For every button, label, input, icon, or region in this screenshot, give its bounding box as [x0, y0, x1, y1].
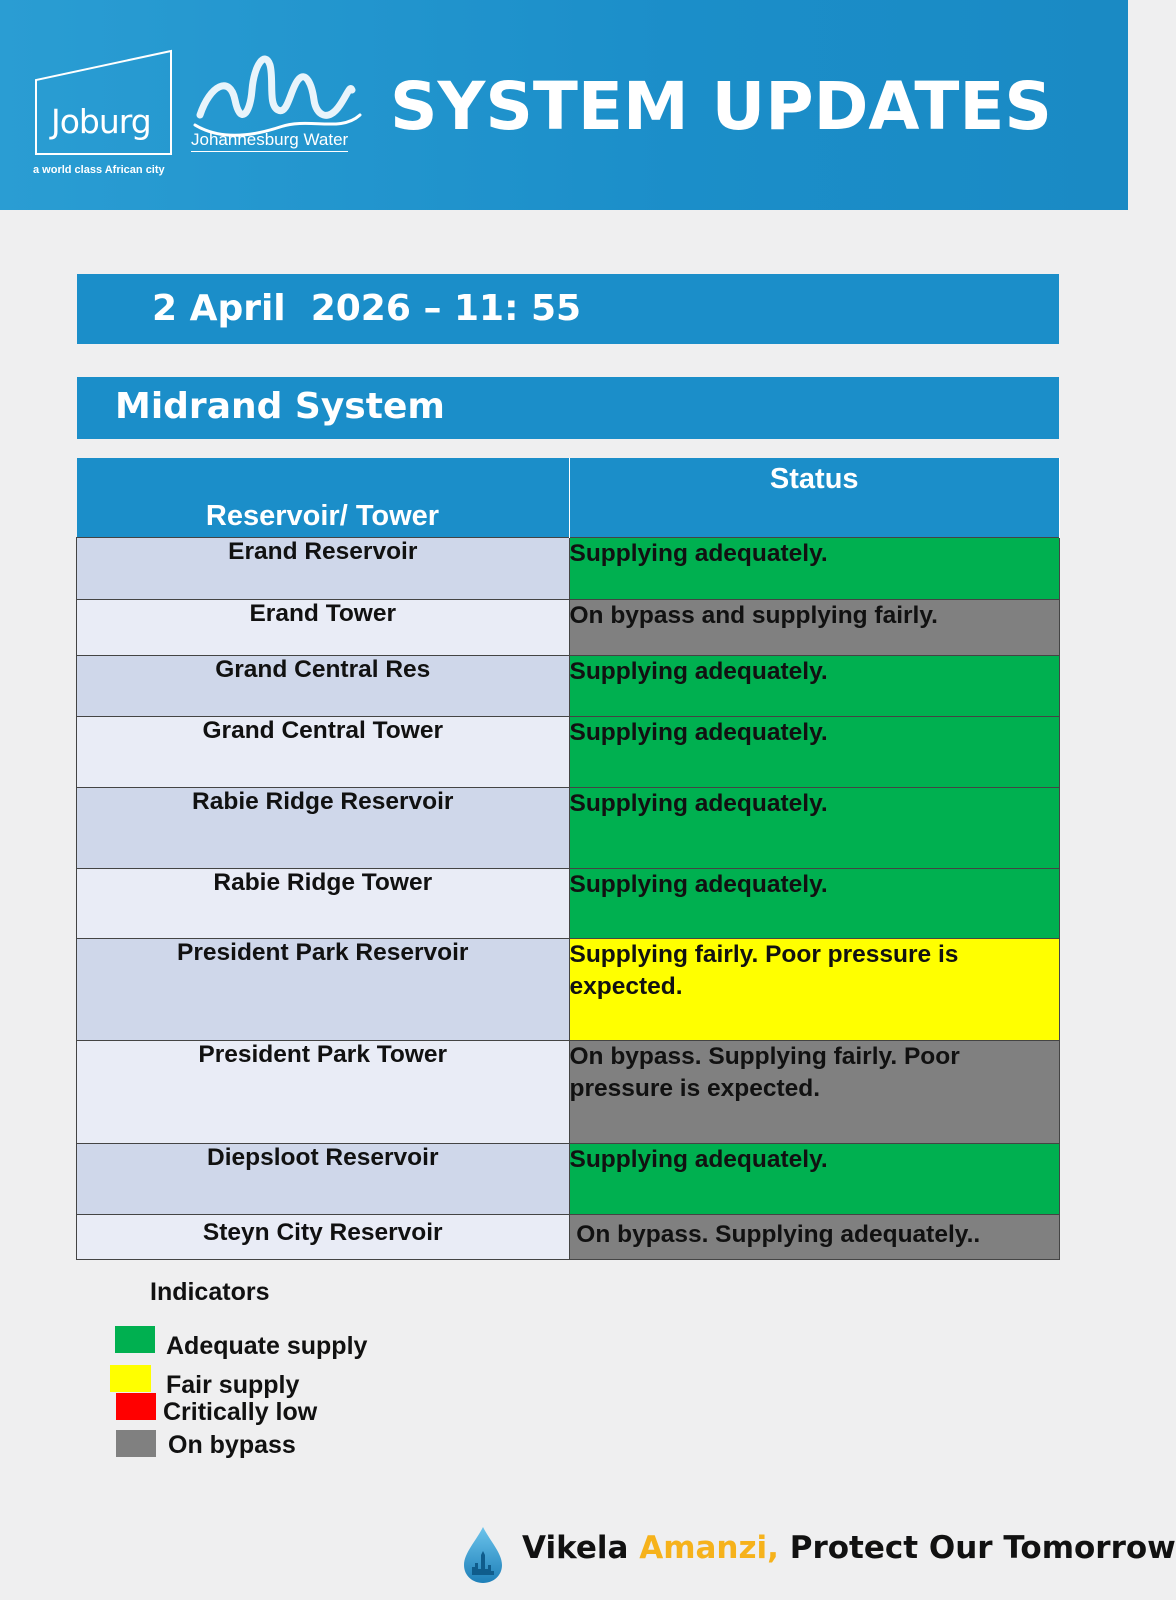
reservoir-name: Grand Central Tower	[77, 717, 570, 788]
status-cell: On bypass and supplying fairly.	[569, 600, 1060, 656]
status-cell: Supplying fairly. Poor pressure is expected.	[569, 939, 1060, 1041]
slogan-part-1: Vikela	[522, 1530, 640, 1566]
table-row	[77, 1144, 1060, 1215]
legend-label-fair: Fair supply	[166, 1371, 300, 1399]
status-cell: Supplying adequately.	[569, 1144, 1060, 1215]
column-header-reservoir	[77, 458, 570, 538]
reservoir-name: President Park Tower	[77, 1041, 570, 1144]
table-row	[77, 656, 1060, 717]
system-bar	[77, 377, 1059, 439]
reservoir-name: Diepsloot Reservoir	[77, 1144, 570, 1215]
status-cell: On bypass. Supplying fairly. Poor pressure is expected.	[569, 1041, 1060, 1144]
table-row	[77, 939, 1060, 1041]
table-header-row	[77, 458, 1060, 538]
status-cell: Supplying adequately.	[569, 538, 1060, 600]
reservoir-name: Rabie Ridge Tower	[77, 869, 570, 939]
table-row	[77, 538, 1060, 600]
reservoir-name: President Park Reservoir	[77, 939, 570, 1041]
status-cell: Supplying adequately.	[569, 869, 1060, 939]
slogan-accent: Amanzi,	[639, 1530, 779, 1566]
header-banner	[0, 0, 1128, 210]
joburg-logo	[35, 50, 171, 160]
table-row	[77, 788, 1060, 869]
footer-slogan	[522, 1530, 1176, 1566]
update-date-time: 2 April 2026 – 11: 55	[152, 288, 582, 329]
johannesburg-water-name: Johannesburg Water	[191, 130, 348, 152]
column-header-reservoir-label: Reservoir/ Tower	[205, 500, 440, 532]
legend-swatch-critical	[116, 1393, 156, 1420]
table-row	[77, 1215, 1060, 1260]
joburg-logo-text: Joburg	[51, 102, 151, 141]
legend-label-bypass: On bypass	[168, 1431, 296, 1459]
date-bar	[77, 274, 1059, 344]
table-row	[77, 600, 1060, 656]
legend-swatch-adequate	[115, 1326, 155, 1353]
system-name: Midrand System	[115, 386, 445, 427]
status-cell: Supplying adequately.	[569, 717, 1060, 788]
indicators-title: Indicators	[150, 1278, 270, 1306]
reservoir-name: Steyn City Reservoir	[77, 1215, 570, 1260]
page-title: SYSTEM UPDATES	[390, 68, 1052, 145]
status-table	[76, 458, 1060, 1260]
table-row	[77, 869, 1060, 939]
slogan-part-2: Protect Our Tomorrow	[778, 1530, 1176, 1566]
reservoir-name: Erand Tower	[77, 600, 570, 656]
water-drop-icon	[462, 1525, 504, 1585]
column-header-status	[569, 458, 1060, 538]
column-header-status-label: Status	[769, 463, 859, 495]
reservoir-name: Erand Reservoir	[77, 538, 570, 600]
legend-swatch-fair	[110, 1365, 151, 1392]
legend-label-critical: Critically low	[163, 1398, 318, 1426]
table-row	[77, 717, 1060, 788]
joburg-tagline: a world class African city	[33, 164, 165, 176]
table-row	[77, 1041, 1060, 1144]
status-cell: On bypass. Supplying adequately..	[569, 1215, 1060, 1260]
legend-swatch-bypass	[116, 1430, 156, 1457]
reservoir-name: Rabie Ridge Reservoir	[77, 788, 570, 869]
legend-label-adequate: Adequate supply	[166, 1332, 368, 1360]
reservoir-name: Grand Central Res	[77, 656, 570, 717]
status-cell: Supplying adequately.	[569, 788, 1060, 869]
status-cell: Supplying adequately.	[569, 656, 1060, 717]
